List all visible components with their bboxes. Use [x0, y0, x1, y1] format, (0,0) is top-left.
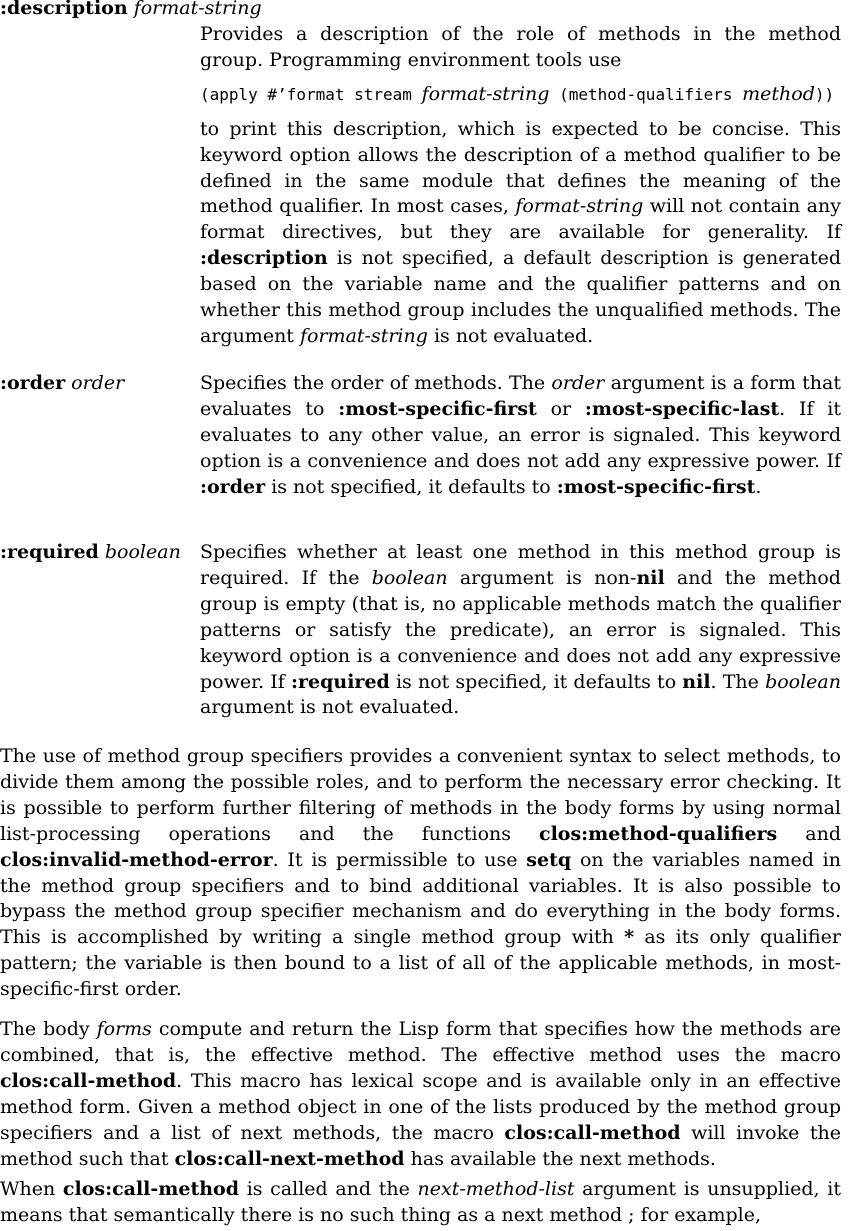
paragraph-body-forms: The body forms compute and return the Lisp form that specifies how the methods are combined, that is, the effective method. The effective method uses the macro clos:call-method. This macro has lexical scope and is available only in an effective method form. Given a method object in one of the lists produced by the method group specifiers and a list of next methods, the macro clos:call-method will invoke the method such that clos:call-next-method has available the next methods.: [0, 1018, 841, 1170]
required-body: Specifies whether at least one method in this method group is required. If the boolean argument is non-nil and the method group is empty (that is, no applicable methods match the qualifier patterns or satisfy the predicate), an error is signaled. This keyword option is a convenience and does not add any expressive power. If :required is not specified, it defaults to nil. The boolean argument is not evaluated.: [200, 541, 841, 719]
required-definition: [200, 540, 841, 721]
order-term: [0, 371, 124, 397]
term-keyword: :order: [0, 372, 66, 394]
required-term: [0, 540, 181, 566]
description-body: to print this description, which is expected to be concise. This keyword option allows the description of a method qualifier to be defined in the same module that defines the meaning of the method qualifier. In most cases, format-string will not contain any format directives, but they are available for generality. If :description is not specified, a default description is generated based on the variable name and the qualifier patterns and on whether this method group includes the unqualified methods. The argument format-string is not evaluated.: [200, 117, 841, 347]
description-definition: [200, 22, 841, 350]
description-term: [0, 0, 262, 22]
term-keyword: :description: [0, 0, 128, 19]
term-argument: order: [71, 372, 125, 394]
order-body: Specifies the order of methods. The order argument is a form that evaluates to :most-specific-first or :most-specific-last. If it evaluates to any other value, an error is signaled. This keyword option is a convenience and does not add any expressive power. If :order is not specified, it defaults to :most-specific-first.: [200, 372, 842, 498]
description-intro: Provides a description of the role of methods in the method group. Programming environment tools use: [200, 23, 841, 71]
paragraph-method-group-specifiers: The use of method group specifiers provides a convenient syntax to select methods, to divide them among the possible roles, and to perform the necessary error checking. It is possible to perform further filtering of methods in the body forms by using normal list-processing operations and the functions clos:method-qualifiers and clos:invalid-method-error. It is permissible to use setq on the variables named in the method group specifiers and to bind additional variables. It is also possible to bypass the method group specifier mechanism and do everything in the body forms. This is accomplished by writing a single method group with * as its only qualifier pattern; the variable is then bound to a list of all of the applicable methods, in most-specific-first order.: [0, 745, 841, 1001]
term-keyword: :required: [0, 541, 99, 563]
code-example: (apply #’format stream format-string (method-qualifiers method)): [200, 82, 835, 105]
term-argument: boolean: [104, 541, 181, 563]
term-argument: format-string: [133, 0, 262, 19]
order-definition: [200, 371, 841, 501]
paragraph-call-method: When clos:call-method is called and the next-method-list argument is unsupplied, it means that semantically there is no such thing as a next method ; for example,: [0, 1178, 841, 1226]
